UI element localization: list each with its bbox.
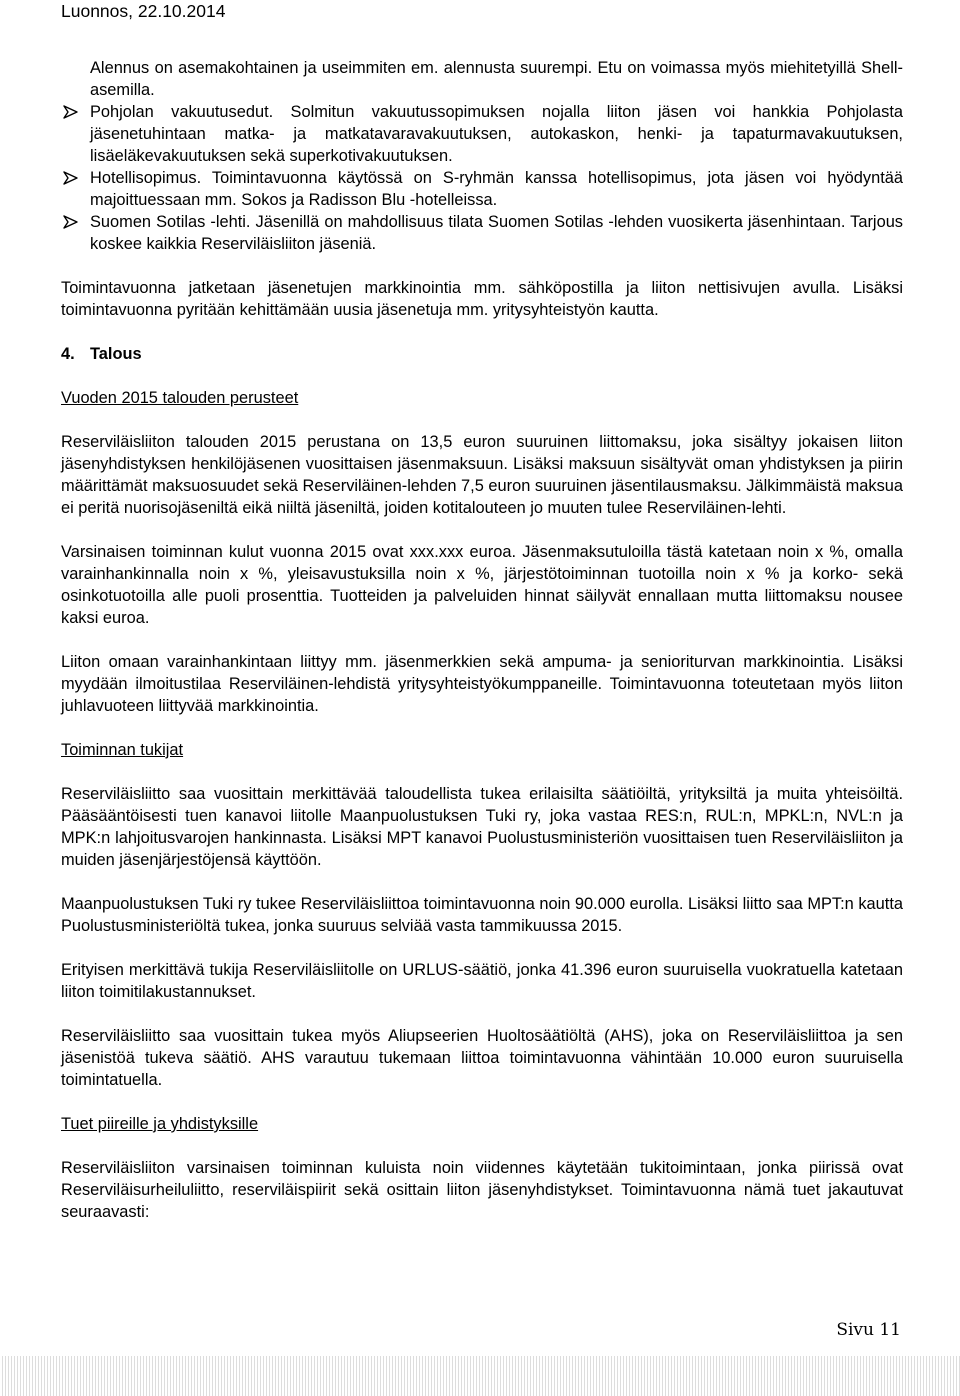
subheading-district-support: Tuet piireille ja yhdistyksille <box>61 1115 259 1133</box>
section-title: Talous <box>90 345 142 363</box>
paragraph: Reserviläisliiton varsinaisen toiminnan kuluista noin viidennes käytetään tukitoimintaan, jonka piirissä ovat Reserviläisurheiluliitto, reserviläispiirit sekä osittain liiton jäsenyhdistykset. Toimintavuonna nämä tuet jakautuvat seuraavasti: <box>61 1159 903 1221</box>
section-heading <box>61 343 903 365</box>
subheading-budget-basis: Vuoden 2015 talouden perusteet <box>61 389 299 407</box>
arrow-bullet-icon <box>61 101 81 123</box>
bullet-text: Solmitun vakuutussopimuksen nojalla liiton jäsen voi hankkia Pohjolasta jäsenetuhintaan matka- ja matkatavaravakuutuksen, autokaskon, henki- ja tapaturmavakuutuksen, lisäeläkevakuutuksen sekä superkotivakuutuksen. <box>90 103 904 165</box>
paragraph: Reserviläisliiton talouden 2015 perustana on 13,5 euron suuruinen liittomaksu, joka sisältyy jokaisen liiton jäsenyhdistyksen henkilöjäsenen vuosittaisen jäsenmaksuun. Lisäksi maksuun sisältyvät oman yhdistyksen ja piirin määrittämät maksuosuudet sekä Reserviläinen-lehden 7,5 euron suuruinen jäsentilausmaksu. Jälkimmäistä maksua ei peritä nuorisojäseniltä eikä niiltä jäseniltä, joiden kotitalouteen jo muuten tulee Reserviläinen-lehti. <box>61 433 903 517</box>
bullet-continuation: Alennus on asemakohtainen ja useimmiten em. alennusta suurempi. Etu on voimassa myös miehitetyillä Shell-asemilla. <box>90 59 903 99</box>
arrow-bullet-icon <box>61 211 81 233</box>
section-number: 4. <box>61 345 75 363</box>
bullet-text: Toimintavuonna käytössä on S-ryhmän kanssa hotellisopimus, jota jäsen voi hyödyntää majoittuessaan mm. Sokos ja Radisson Blu -hotelleissa. <box>90 169 903 209</box>
marketing-paragraph: Toimintavuonna jatketaan jäsenetujen markkinointia mm. sähköpostilla ja liiton nettisivujen avulla. Lisäksi toimintavuonna pyritään kehittämään uusia jäsenetuja mm. yritysyhteistyön kautta. <box>61 279 903 319</box>
document-body <box>61 57 903 1223</box>
bullet-text: Jäsenillä on mahdollisuus tilata Suomen Sotilas -lehden vuosikerta jäsenhintaan. Tarjous koskee kaikkia Reserviläisliiton jäseniä. <box>90 213 904 253</box>
paragraph: Liiton omaan varainhankintaan liittyy mm. jäsenmerkkien sekä ampuma- ja senioriturvan markkinointia. Lisäksi myydään ilmoitustilaa Reserviläinen-lehdistä yritysyhteistyökumppaneille. Toimintavuonna toteutetaan myös liiton juhlavuoteen liittyvää markkinointia. <box>61 653 903 715</box>
bullet-item-pohjola <box>61 101 903 167</box>
bullet-lead: Suomen Sotilas -lehti. <box>90 213 251 231</box>
paragraph: Erityisen merkittävä tukija Reserviläisliitolle on URLUS-säätiö, jonka 41.396 euron suuruisella vuokratuella katetaan liiton toimitilakustannukset. <box>61 961 903 1001</box>
bullet-lead: Hotellisopimus. <box>90 169 202 187</box>
arrow-bullet-icon <box>61 167 81 189</box>
paragraph: Maanpuolustuksen Tuki ry tukee Reserviläisliittoa toimintavuonna noin 90.000 eurolla. Lisäksi liitto saa MPT:n kautta Puolustusministeriöltä tukea, jonka suuruus selviää vasta tammikuussa 2015. <box>61 895 903 935</box>
bullet-item-magazine <box>61 211 903 255</box>
paragraph: Reserviläisliitto saa vuosittain merkittävää taloudellista tukea erilaisilta säätiöiltä, yrityksiltä ja muita yhteisöiltä. Pääsääntöisesti tuen kanavoi liitolle Maanpuolustuksen Tuki ry, joka vastaa RES:n, RUL:n, MPKL:n, NVL:n ja MPK:n lahjoitusvarojen hankinnasta. Lisäksi MPT kanavoi Puolustusministeriön vuosittaisen tuen Reserviläisliiton ja muiden jäsenjärjestöjensä käyttöön. <box>61 785 903 869</box>
benefits-bullet-list <box>61 101 903 255</box>
paragraph: Reserviläisliitto saa vuosittain tukea myös Aliupseerien Huoltosäätiöltä (AHS), joka on Reserviläisliittoa ja sen jäsenistöä tukeva säätiö. AHS varautuu tukemaan liittoa toimintavuonna vähintään 10.000 euron suuruisella toimintatuella. <box>61 1027 903 1089</box>
document-header-date: Luonnos, 22.10.2014 <box>61 1 226 21</box>
subheading-supporters: Toiminnan tukijat <box>61 741 184 759</box>
paragraph: Varsinaisen toiminnan kulut vuonna 2015 ovat xxx.xxx euroa. Jäsenmaksutuloilla tästä katetaan noin x %, omalla varainhankinnalla noin x %, yleisavustuksilla noin x %, järjestötoiminnan tuotoilla noin x % ja korko- sekä osinkotuotoilla alle puoli prosenttia. Tuotteiden ja palveluiden hinnat säilyvät ennallaan mutta liittomaksu nousee kaksi euroa. <box>61 543 903 627</box>
bullet-item-hotel <box>61 167 903 211</box>
scan-noise-strip <box>0 1356 960 1396</box>
bullet-lead: Pohjolan vakuutusedut. <box>90 103 274 121</box>
page-number: Sivu 11 <box>836 1320 901 1340</box>
